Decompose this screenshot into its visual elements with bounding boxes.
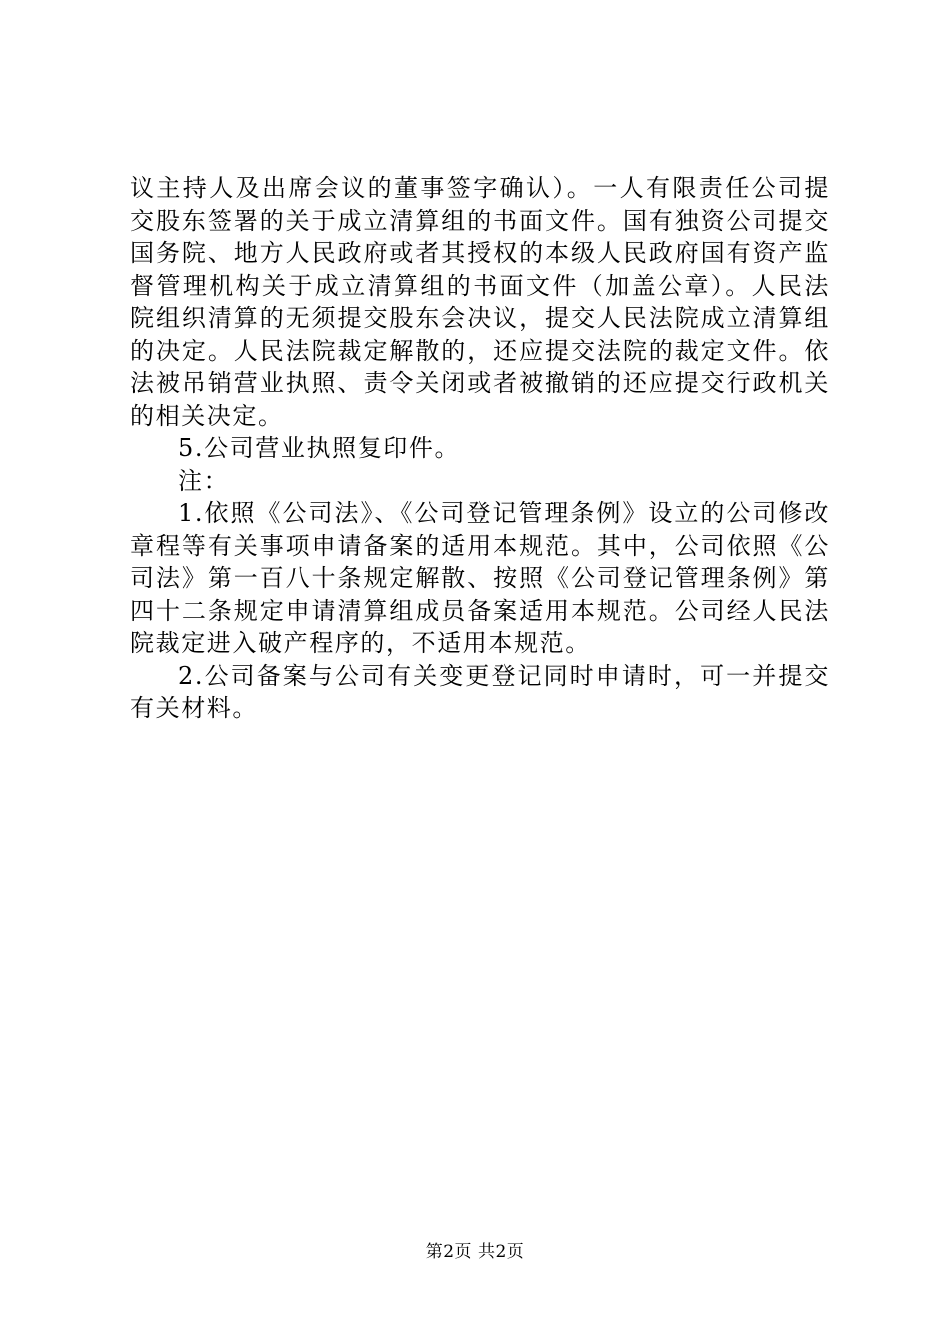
document-body: [130, 172, 830, 725]
paragraph-continuation: 议主持人及出席会议的董事签字确认）。一人有限责任公司提交股东签署的关于成立清算组的书面文件。国有独资公司提交国务院、地方人民政府或者其授权的本级人民政府国有资产监督管理机构关于成立清算组的书面文件（加盖公章）。人民法院组织清算的无须提交股东会决议，提交人民法院成立清算组的决定。人民法院裁定解散的，还应提交法院的裁定文件。依法被吊销营业执照、责令关闭或者被撤销的还应提交行政机关的相关决定。: [130, 174, 830, 430]
paragraph-note-1: 1.依照《公司法》、《公司登记管理条例》设立的公司修改章程等有关事项申请备案的适用本规范。其中，公司依照《公司法》第一百八十条规定解散、按照《公司登记管理条例》第四十二条规定申请清算组成员备案适用本规范。公司经人民法院裁定进入破产程序的，不适用本规范。: [130, 499, 830, 657]
paragraph-note-heading: 注：: [178, 466, 230, 495]
paragraph-note-2: 2.公司备案与公司有关变更登记同时申请时，可一并提交有关材料。: [130, 661, 830, 722]
page-number-footer: 第2页 共2页: [425, 1242, 525, 1262]
paragraph-item-5: 5.公司营业执照复印件。: [178, 434, 461, 462]
